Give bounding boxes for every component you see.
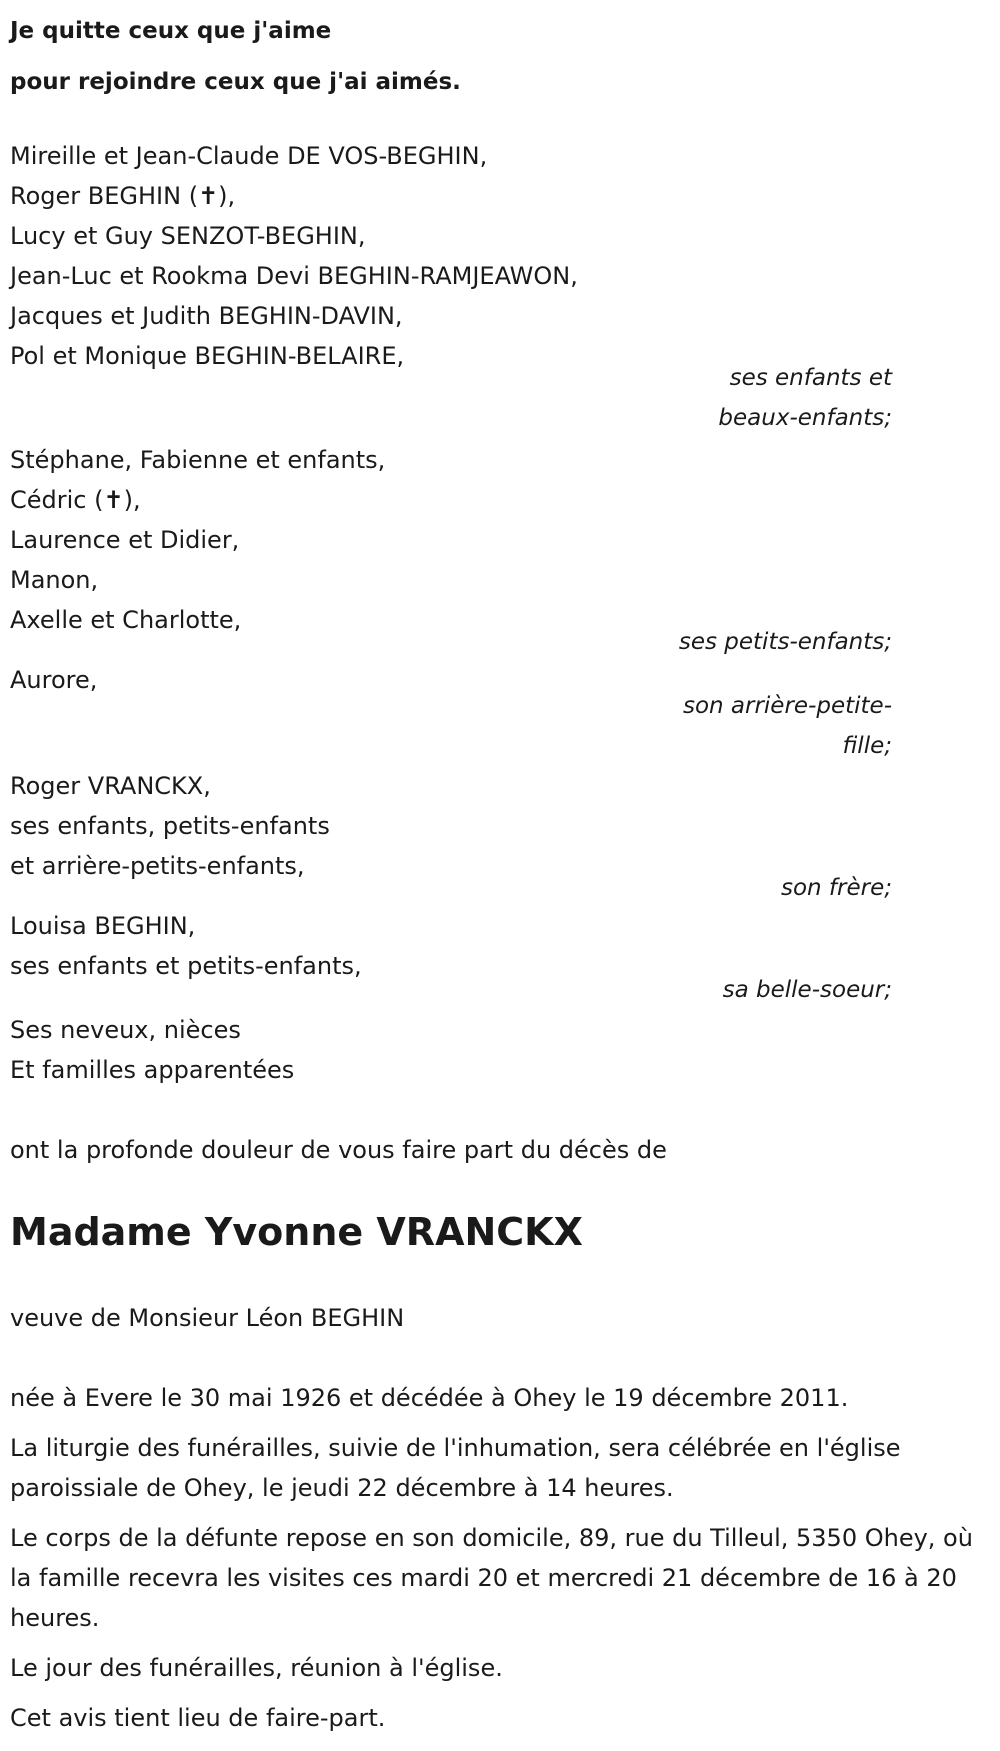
- children-names: [10, 136, 578, 376]
- brother-entry: Roger VRANCKX,: [10, 772, 211, 800]
- child-entry: Jacques et Judith BEGHIN-DAVIN,: [10, 302, 403, 330]
- epigraph-line-1: Je quitte ceux que j'aime: [10, 18, 332, 44]
- great-granddaughter-names: [10, 660, 97, 700]
- sister-in-law-entry: ses enfants et petits-enfants,: [10, 952, 362, 980]
- relatives-entry: Ses neveux, nièces: [10, 1016, 241, 1044]
- great-granddaughter-role-line-1: son arrière-petite-: [682, 693, 892, 719]
- sister-in-law-role-line: sa belle-soeur;: [722, 977, 892, 1003]
- sister-in-law-names: [10, 906, 362, 986]
- brother-entry: ses enfants, petits-enfants: [10, 812, 330, 840]
- relatives-entry: Et familles apparentées: [10, 1056, 295, 1084]
- great-granddaughter-entry: Aurore,: [10, 666, 98, 694]
- brother-role-line: son frère;: [780, 875, 892, 901]
- children-role-line-1: ses enfants et: [729, 365, 892, 391]
- grandchildren-role: [679, 622, 892, 662]
- child-entry: Jean-Luc et Rookma Devi BEGHIN-RAMJEAWON,: [10, 262, 578, 290]
- child-entry: Mireille et Jean-Claude DE VOS-BEGHIN,: [10, 142, 488, 170]
- grandchildren-role-line: ses petits-enfants;: [678, 629, 892, 655]
- grandchild-entry: Cédric (✝),: [10, 486, 141, 514]
- child-entry: Roger BEGHIN (✝),: [10, 182, 236, 210]
- epigraph: [10, 6, 461, 108]
- liturgy: La liturgie des funérailles, suivie de l'inhumation, sera célébrée en l'église paroissiale de Ohey, le jeudi 22 décembre à 14 heures.: [10, 1434, 901, 1502]
- brother-entry: et arrière-petits-enfants,: [10, 852, 305, 880]
- great-granddaughter-role: [683, 686, 892, 766]
- widow-of: [10, 1298, 404, 1338]
- grandchild-entry: Axelle et Charlotte,: [10, 606, 242, 634]
- widow-of-text: veuve de Monsieur Léon BEGHIN: [10, 1304, 405, 1332]
- announcement-text: ont la profonde douleur de vous faire part du décès de: [10, 1136, 667, 1164]
- child-entry: Lucy et Guy SENZOT-BEGHIN,: [10, 222, 366, 250]
- deceased-name: Madame Yvonne VRANCKX: [10, 1210, 583, 1254]
- visitation: Le corps de la défunte repose en son domicile, 89, rue du Tilleul, 5350 Ohey, où la famille recevra les visites ces mardi 20 et mercredi 21 décembre de 16 à 20 heures.: [10, 1524, 973, 1632]
- brother-role: [781, 868, 892, 908]
- children-role-line-2: beaux-enfants;: [718, 405, 892, 431]
- brother-names: [10, 766, 330, 886]
- grandchild-entry: Stéphane, Fabienne et enfants,: [10, 446, 386, 474]
- sister-in-law-role: [723, 970, 892, 1010]
- grandchild-entry: Manon,: [10, 566, 99, 594]
- child-entry: Pol et Monique BEGHIN-BELAIRE,: [10, 342, 405, 370]
- meeting: Le jour des funérailles, réunion à l'église.: [10, 1654, 503, 1682]
- sister-in-law-entry: Louisa BEGHIN,: [10, 912, 196, 940]
- notice: Cet avis tient lieu de faire-part.: [10, 1704, 386, 1732]
- announcement: [10, 1130, 667, 1170]
- epigraph-line-2: pour rejoindre ceux que j'ai aimés.: [10, 69, 461, 95]
- children-role: [718, 358, 892, 438]
- grandchild-entry: Laurence et Didier,: [10, 526, 240, 554]
- relatives-names: [10, 1010, 294, 1090]
- grandchildren-names: [10, 440, 385, 640]
- great-granddaughter-role-line-2: fille;: [842, 733, 892, 759]
- birth-death: née à Evere le 30 mai 1926 et décédée à Ohey le 19 décembre 2011.: [10, 1384, 849, 1412]
